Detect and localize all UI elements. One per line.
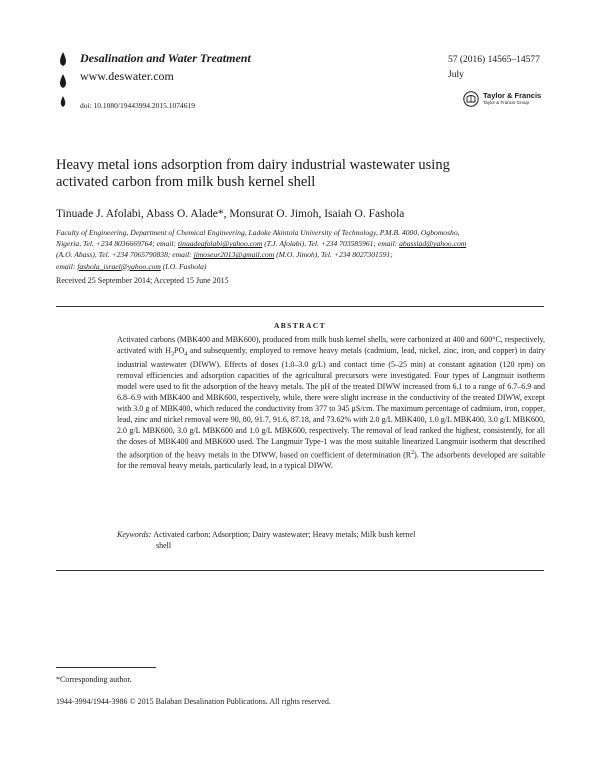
- affiliation-line: [56, 238, 556, 249]
- subscript: 4: [184, 351, 188, 358]
- corresponding-author-note: *Corresponding author.: [56, 675, 132, 684]
- divider-bottom: [56, 570, 544, 571]
- keywords: [117, 530, 545, 552]
- keywords-line: [117, 530, 545, 541]
- article-title: [56, 157, 556, 191]
- affiliation-text: (T.J. Afolabi), Tel. +234 703585961; email:: [262, 239, 400, 249]
- volume-pages: 57 (2016) 14565–14577: [448, 55, 540, 65]
- abstract-text: Activated carbons (MBK400 and MBK600), produced from milk bush kernel shells, were carbonized at 400 and 600°C, respectively, activated with H: [117, 335, 545, 355]
- keywords-label: Keywords:: [117, 530, 152, 539]
- affiliation-text: (I.O. Fashola): [160, 261, 207, 271]
- author-list: Tinuade J. Afolabi, Abass O. Alade*, Monsurat O. Jimoh, Isaiah O. Fashola: [56, 208, 405, 220]
- abstract-heading: ABSTRACT: [273, 321, 327, 330]
- journal-title: Desalination and Water Treatment: [80, 51, 251, 65]
- publisher-group: Taylor & Francis Group: [483, 100, 530, 105]
- publisher-name: Taylor & Francis: [483, 91, 542, 100]
- issue-month: July: [448, 70, 464, 80]
- email-link-jimoh[interactable]: jimoseur2013@gmail.com: [193, 250, 275, 260]
- publisher-emblem-icon: [463, 91, 479, 107]
- affiliation-text: (M.O. Jimoh), Tel. +234 8027301591;: [274, 250, 393, 260]
- footnote-rule: [56, 667, 156, 668]
- affiliation-text: Nigeria, Tel. +234 8036669764; email:: [56, 239, 178, 249]
- doi[interactable]: doi: 10.1080/19443994.2015.1074619: [80, 101, 196, 110]
- divider-top: [56, 306, 544, 307]
- abstract-text: PO: [174, 345, 185, 355]
- journal-url[interactable]: www.deswater.com: [80, 69, 174, 83]
- journal-droplets-logo: [56, 50, 70, 120]
- affiliation-line: [56, 261, 556, 272]
- affiliation-text: email:: [56, 261, 78, 271]
- email-link-fashola[interactable]: fashola_israel@yahoo.com: [77, 261, 161, 271]
- abstract-body: [117, 335, 545, 472]
- received-accepted-dates: Received 25 September 2014; Accepted 15 June 2015: [56, 276, 229, 285]
- subscript: 3: [171, 351, 175, 358]
- publisher-logo: [463, 90, 555, 112]
- affiliation-line: Faculty of Engineering, Department of Chemical Engineering, Ladoke Akintola University of Technology, P.M.B. 4000, Ogbomosho,: [56, 228, 460, 237]
- article-title-line: activated carbon from milk bush kernel shell: [56, 174, 316, 190]
- keywords-list: Activated carbon; Adsorption; Dairy wastewater; Heavy metals; Milk bush kernel: [153, 530, 416, 539]
- affiliation-line: [56, 249, 556, 260]
- email-link-alade[interactable]: abasslad@yahoo.com: [399, 239, 467, 249]
- keywords-list-continued: shell: [156, 540, 172, 550]
- article-title-line: Heavy metal ions adsorption from dairy industrial wastewater using: [56, 157, 450, 173]
- abstract-text: and subsequently, employed to remove heavy metals (cadmium, lead, nickel, zinc, iron, and copper) in dairy industrial wastewater (DIWW). Effects of doses (1.0–3.0 g/L) and contact time (5–25 min) at constant agitation (120 rpm) on removal efficiencies and adsorption capacities of the agricultural precursors were investigated. Four types of Langmuir isotherm model were used to fit the adsorption of the heavy metals. The pH of the treated DIWW increased from 6.1 to a range of 6.7–6.9 and 6.8–6.9 with MBK400 and MBK600, respectively, while, there were slight increase in the conductivity of the treated DIWW, except with 3.0 g of MBK400, which reduced the conductivity from 377 to 345 μS/cm. The maximum percentage of cadmium, iron, copper, lead, zinc and nickel removal were 90, 80, 91.7, 91.6, 87.18, and 73.62% with 2.0 g/L MBK400, 1.0 g/L MBK400, 3.0 g/L MBK600, 2.0 g/L MBK600, 3.0 g/L MBK600 and 1.0 g/L MBK600, respectively. The removal of lead ranked the highest, consistently, for all the doses of MBK400 and MBK600 used. The Langmuir Type-1 was the most suitable linearized Langmuir isotherm that described the adsorption of the heavy metals in the DIWW, based on coefficient of determination (R: [117, 345, 546, 460]
- author-affiliations: [56, 227, 556, 272]
- copyright-notice: 1944-3994/1944-3986 © 2015 Balaban Desalination Publications. All rights reserved.: [56, 697, 331, 706]
- abstract-text: ). The adsorbents developed are suitable for the removal heavy metals, particularly lead, in a typical DIWW.: [117, 450, 545, 471]
- superscript: 2: [411, 449, 415, 456]
- affiliation-text: (A.O. Abass), Tel. +234 7065790838; email:: [56, 250, 194, 260]
- email-link-afolabi[interactable]: tinuadeafolabi@yahoo.com: [177, 239, 263, 249]
